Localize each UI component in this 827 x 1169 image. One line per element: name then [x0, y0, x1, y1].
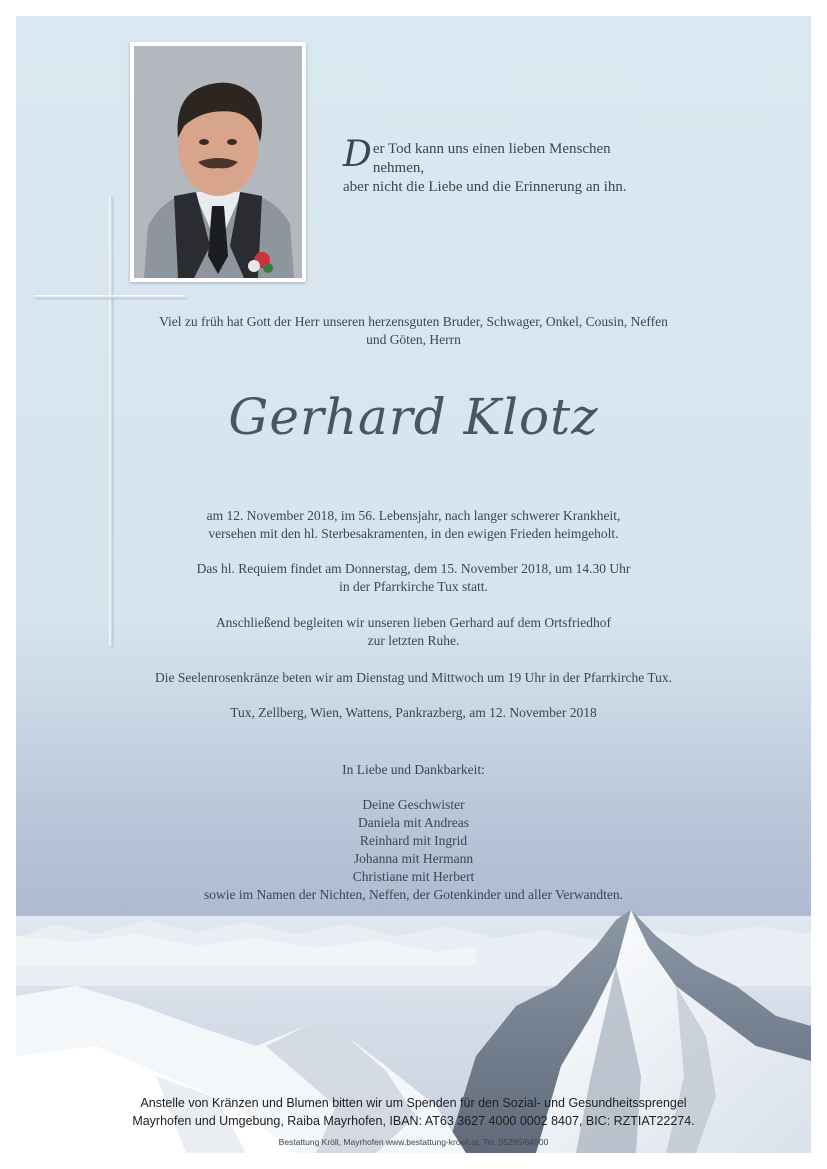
gratitude-heading: In Liebe und Dankbarkeit:: [342, 762, 485, 777]
burial-info: [16, 614, 811, 650]
requiem-info: [16, 560, 811, 596]
donation-notice: [16, 1094, 811, 1130]
list-item: Christiane mit Herbert: [352, 869, 475, 884]
list-item: Johanna mit Hermann: [353, 851, 474, 866]
undertaker-info: Bestattung Kröll, Mayrhofen www.bestattung-kroell.at, Tel. 05285/64500: [278, 1137, 549, 1147]
requiem-line-1: Das hl. Requiem findet am Donnerstag, dem 15. November 2018, um 14.30 Uhr: [196, 561, 631, 576]
rosary-info: Die Seelenrosenkränze beten wir am Dienstag und Mittwoch um 19 Uhr in der Pfarrkirche Tux.: [154, 670, 672, 685]
intro-line-2: und Göten, Herrn: [366, 332, 461, 347]
quote-line-2: aber nicht die Liebe und die Erinnerung an ihn.: [343, 179, 627, 195]
death-info-line-2: versehen mit den hl. Sterbesakramenten, in den ewigen Frieden heimgeholt.: [208, 526, 619, 541]
burial-line-2: zur letzten Ruhe.: [367, 633, 460, 648]
quote-initial: D: [343, 134, 372, 175]
memorial-quote: [343, 134, 636, 197]
donation-line-1: Anstelle von Kränzen und Blumen bitten wir um Spenden für den Sozial- und Gesundheitssprengel: [140, 1096, 687, 1110]
portrait-frame: [130, 42, 306, 282]
cross-horizontal-beam: [34, 295, 186, 298]
deceased-name: Gerhard Klotz: [228, 388, 599, 446]
list-item: Daniela mit Andreas: [358, 815, 469, 830]
mourners-list: [16, 796, 811, 904]
death-info: [16, 507, 811, 543]
list-item: Deine Geschwister: [362, 797, 465, 812]
quote-line-1: er Tod kann uns einen lieben Menschen nehmen,: [372, 141, 611, 176]
requiem-line-2: in der Pfarrkirche Tux statt.: [339, 579, 488, 594]
donation-line-2: Mayrhofen und Umgebung, Raiba Mayrhofen, IBAN: AT63 3627 4000 0002 8407, BIC: RZTIAT22274.: [132, 1114, 695, 1128]
intro-text: [16, 313, 811, 349]
portrait-photo: [134, 46, 302, 278]
list-item: Reinhard mit Ingrid: [359, 833, 468, 848]
intro-line-1: Viel zu früh hat Gott der Herr unseren herzensguten Bruder, Schwager, Onkel, Cousin, Neffen: [159, 314, 668, 329]
list-item: sowie im Namen der Nichten, Neffen, der Gotenkinder und aller Verwandten.: [204, 887, 623, 902]
obituary-card: [16, 16, 811, 1153]
burial-line-1: Anschließend begleiten wir unseren lieben Gerhard auf dem Ortsfriedhof: [215, 615, 612, 630]
place-date: Tux, Zellberg, Wien, Wattens, Pankrazberg, am 12. November 2018: [230, 705, 597, 720]
death-info-line-1: am 12. November 2018, im 56. Lebensjahr, nach langer schwerer Krankheit,: [206, 508, 621, 523]
